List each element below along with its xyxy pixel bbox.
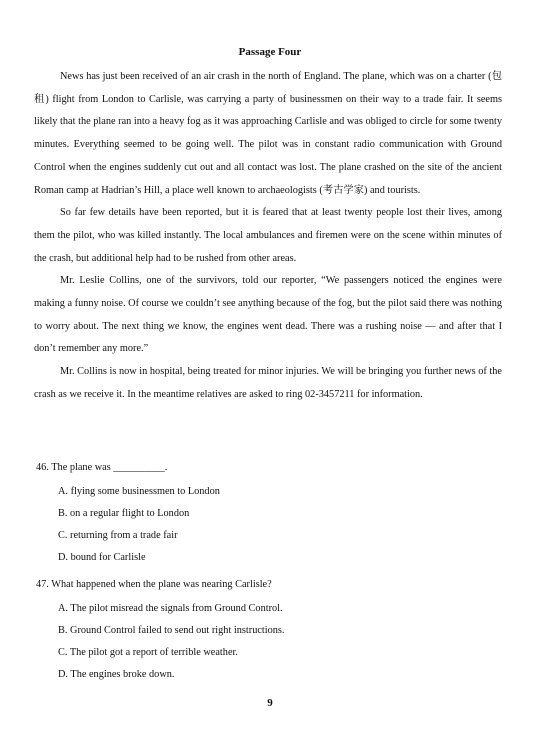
option-d: D. bound for Carlisle (58, 552, 146, 563)
question-stem: 46. The plane was __________. (36, 462, 168, 473)
page-number: 9 (267, 697, 273, 709)
option-c: C. returning from a trade fair (58, 530, 178, 541)
passage-paragraph: So far few details have been reported, but it is feared that at least twenty people lost their lives, among them the pilot, who was killed instantly. The local ambulances and firemen were on the scene within minutes of the crash, but additional help had to be rushed from other areas. (34, 207, 502, 264)
option-c: C. The pilot got a report of terrible weather. (58, 647, 238, 658)
passage-body (34, 66, 502, 407)
option-a: A. The pilot misread the signals from Ground Control. (58, 603, 283, 614)
question-list (36, 455, 496, 689)
passage-paragraph: Mr. Leslie Collins, one of the survivors, told our reporter, “We passengers noticed the engines were making a funny noise. Of course we couldn’t see anything because of the fog, but the pilot said there was nothing to worry about. The next thing we know, the engines went dead. There was a rushing noise — and after that I don’t remember any more.” (34, 275, 502, 355)
option-a: A. flying some businessmen to London (58, 486, 220, 497)
question-stem: 47. What happened when the plane was nearing Carlisle? (36, 579, 272, 590)
option-b: B. on a regular flight to London (58, 508, 190, 519)
question-47 (36, 572, 496, 686)
passage-paragraph: Mr. Collins is now in hospital, being treated for minor injuries. We will be bringing you further news of the crash as we receive it. In the meantime relatives are asked to ring 02-3457211 for information. (34, 366, 502, 400)
passage-title: Passage Four (238, 46, 302, 58)
option-b: B. Ground Control failed to send out right instructions. (58, 625, 285, 636)
passage-paragraph: News has just been received of an air crash in the north of England. The plane, which was on a charter (包租) flight from London to Carlisle, was carrying a party of businessmen on their way to a trade fair. It seems likely that the plane ran into a heavy fog as it was approaching Carlisle and was obliged to circle for some twenty minutes. Everything seemed to be going well. The pilot was in constant radio communication with Ground Control when the engines suddenly cut out and all contact was lost. The plane crashed on the site of the ancient Roman camp at Hadrian’s Hill, a place well known to archaeologists (考古学家) and tourists. (34, 71, 502, 196)
question-46 (36, 455, 496, 569)
option-d: D. The engines broke down. (58, 669, 175, 680)
